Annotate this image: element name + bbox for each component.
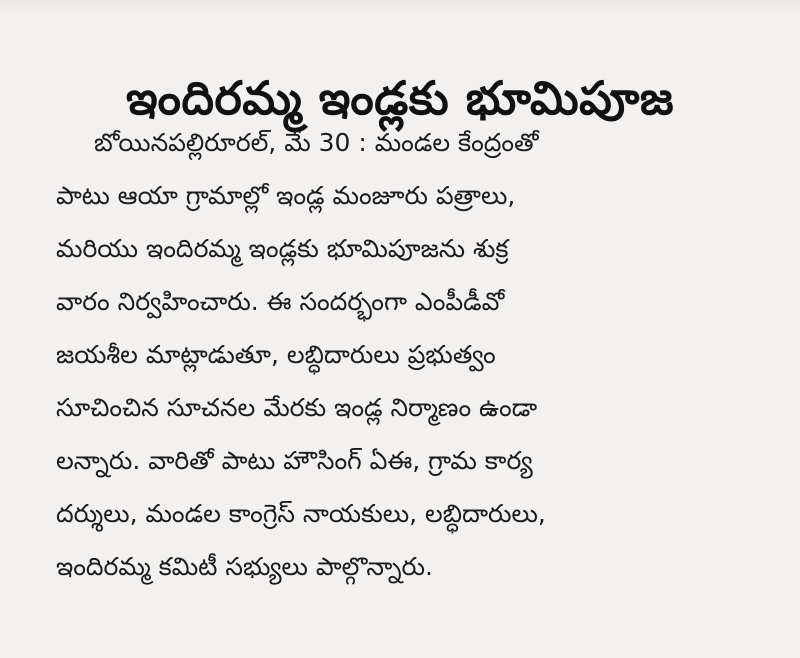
article-headline: ఇందిరమ్మ ఇండ్లకు భూమిపూజ xyxy=(125,70,675,125)
article-line: లన్నారు. వారితో పాటు హౌసింగ్ ఏఈ, గ్రామ కార్య xyxy=(56,446,533,475)
article-line: బోయినపల్లిరూరల్, మే 30 : మండల కేంద్రంతో xyxy=(94,128,539,157)
scan-edge xyxy=(0,0,800,14)
article-line: మరియు ఇందిరమ్మ ఇండ్లకు భూమిపూజను శుక్ర xyxy=(56,234,509,263)
article-line: జయశీల మాట్లాడుతూ, లబ్ధిదారులు ప్రభుత్వం xyxy=(56,340,496,369)
article-line: ఇందిరమ్మ కమిటీ సభ్యులు పాల్గొన్నారు. xyxy=(56,552,433,581)
article-line: దర్శులు, మండల కాంగ్రెస్ నాయకులు, లబ్ధిదారులు, xyxy=(56,499,546,528)
article-line: సూచించిన సూచనల మేరకు ఇండ్ల నిర్మాణం ఉండా xyxy=(56,393,538,422)
article-line: పాటు ఆయా గ్రామాల్లో ఇండ్ల మంజూరు పత్రాలు, xyxy=(56,181,516,210)
article-body xyxy=(56,116,780,593)
article-line: వారం నిర్వహించారు. ఈ సందర్భంగా ఎంపీడీవో xyxy=(56,287,505,316)
